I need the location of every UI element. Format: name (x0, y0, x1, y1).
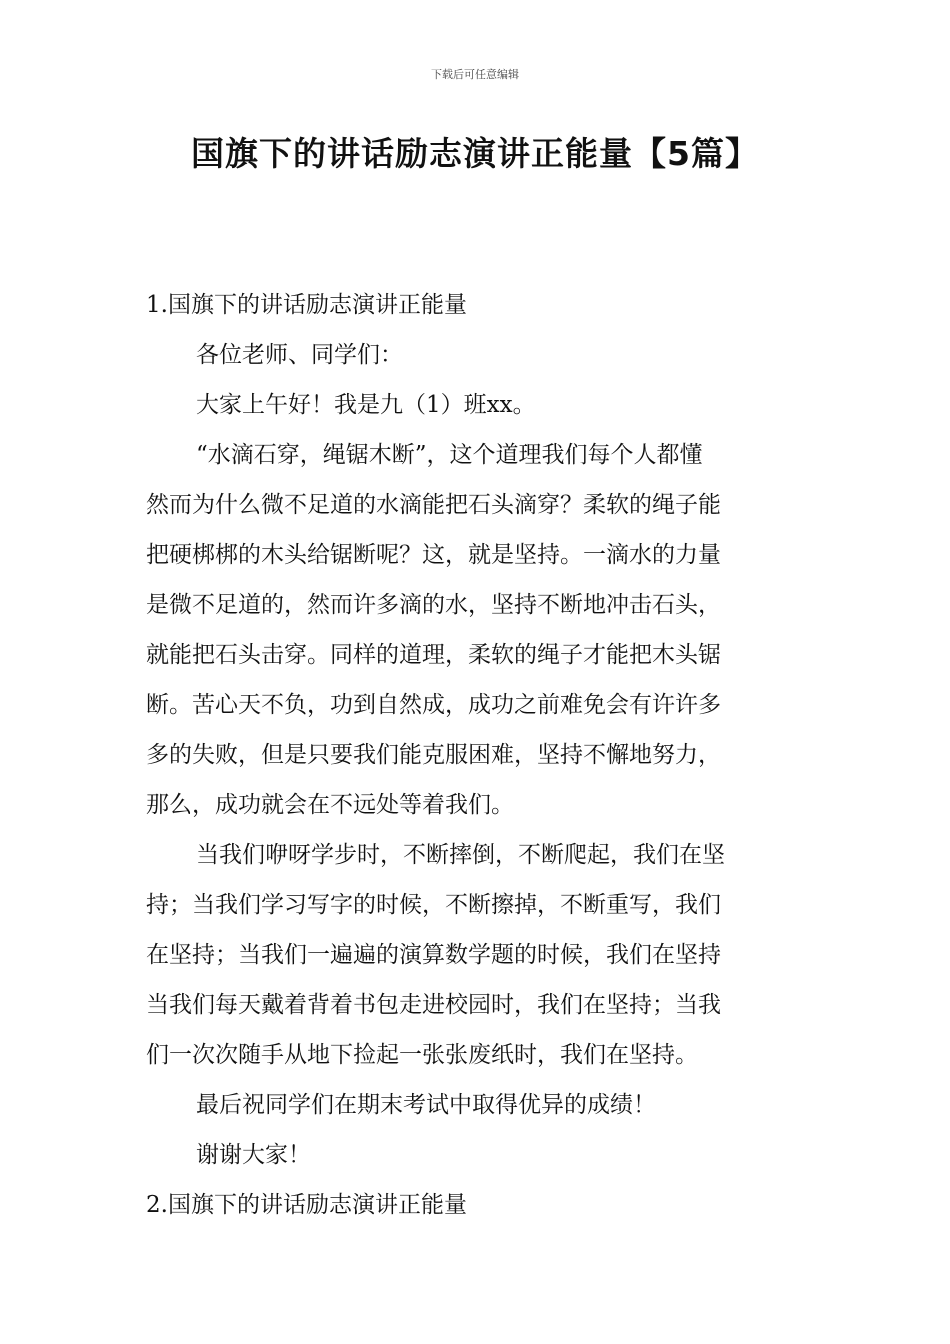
paragraph-line: 持；当我们学习写字的时候，不断擦掉，不断重写，我们 (146, 892, 721, 918)
paragraph-line: 是微不足道的，然而许多滴的水，坚持不断地冲击石头， (146, 592, 721, 618)
greeting-line: 各位老师、同学们： (196, 342, 403, 368)
section-heading-2: 2.国旗下的讲话励志演讲正能量 (146, 1192, 467, 1218)
paragraph-line: 断。苦心天不负，功到自然成，成功之前难免会有许许多 (146, 692, 721, 718)
paragraph-line: 然而为什么微不足道的水滴能把石头滴穿？柔软的绳子能 (146, 492, 721, 518)
section-heading-1: 1.国旗下的讲话励志演讲正能量 (146, 292, 467, 318)
intro-line: 大家上午好！我是九（1）班xx。 (196, 392, 536, 418)
paragraph-line: 那么，成功就会在不远处等着我们。 (146, 792, 514, 818)
paragraph-line: 当我们每天戴着背着书包走进校园时，我们在坚持；当我 (146, 992, 721, 1018)
document-title: 国旗下的讲话励志演讲正能量【5篇】 (191, 134, 759, 173)
paragraph-line: 多的失败，但是只要我们能克服困难，坚持不懈地努力， (146, 742, 721, 768)
closing-wish-line: 最后祝同学们在期末考试中取得优异的成绩！ (196, 1092, 656, 1118)
paragraph-line: 当我们咿呀学步时，不断摔倒，不断爬起，我们在坚 (196, 842, 725, 868)
paragraph-line: 在坚持；当我们一遍遍的演算数学题的时候，我们在坚持 (146, 942, 721, 968)
document-body (146, 280, 808, 1230)
paragraph-line: 们一次次随手从地下捡起一张张废纸时，我们在坚持。 (146, 1042, 698, 1068)
paragraph-line: 把硬梆梆的木头给锯断呢？这，就是坚持。一滴水的力量 (146, 542, 721, 568)
paragraph-line: 就能把石头击穿。同样的道理，柔软的绳子才能把木头锯 (146, 642, 721, 668)
paragraph-line: “水滴石穿，绳锯木断”，这个道理我们每个人都懂 (196, 442, 703, 468)
thanks-line: 谢谢大家！ (196, 1142, 311, 1168)
header-note: 下载后可任意编辑 (431, 68, 519, 81)
